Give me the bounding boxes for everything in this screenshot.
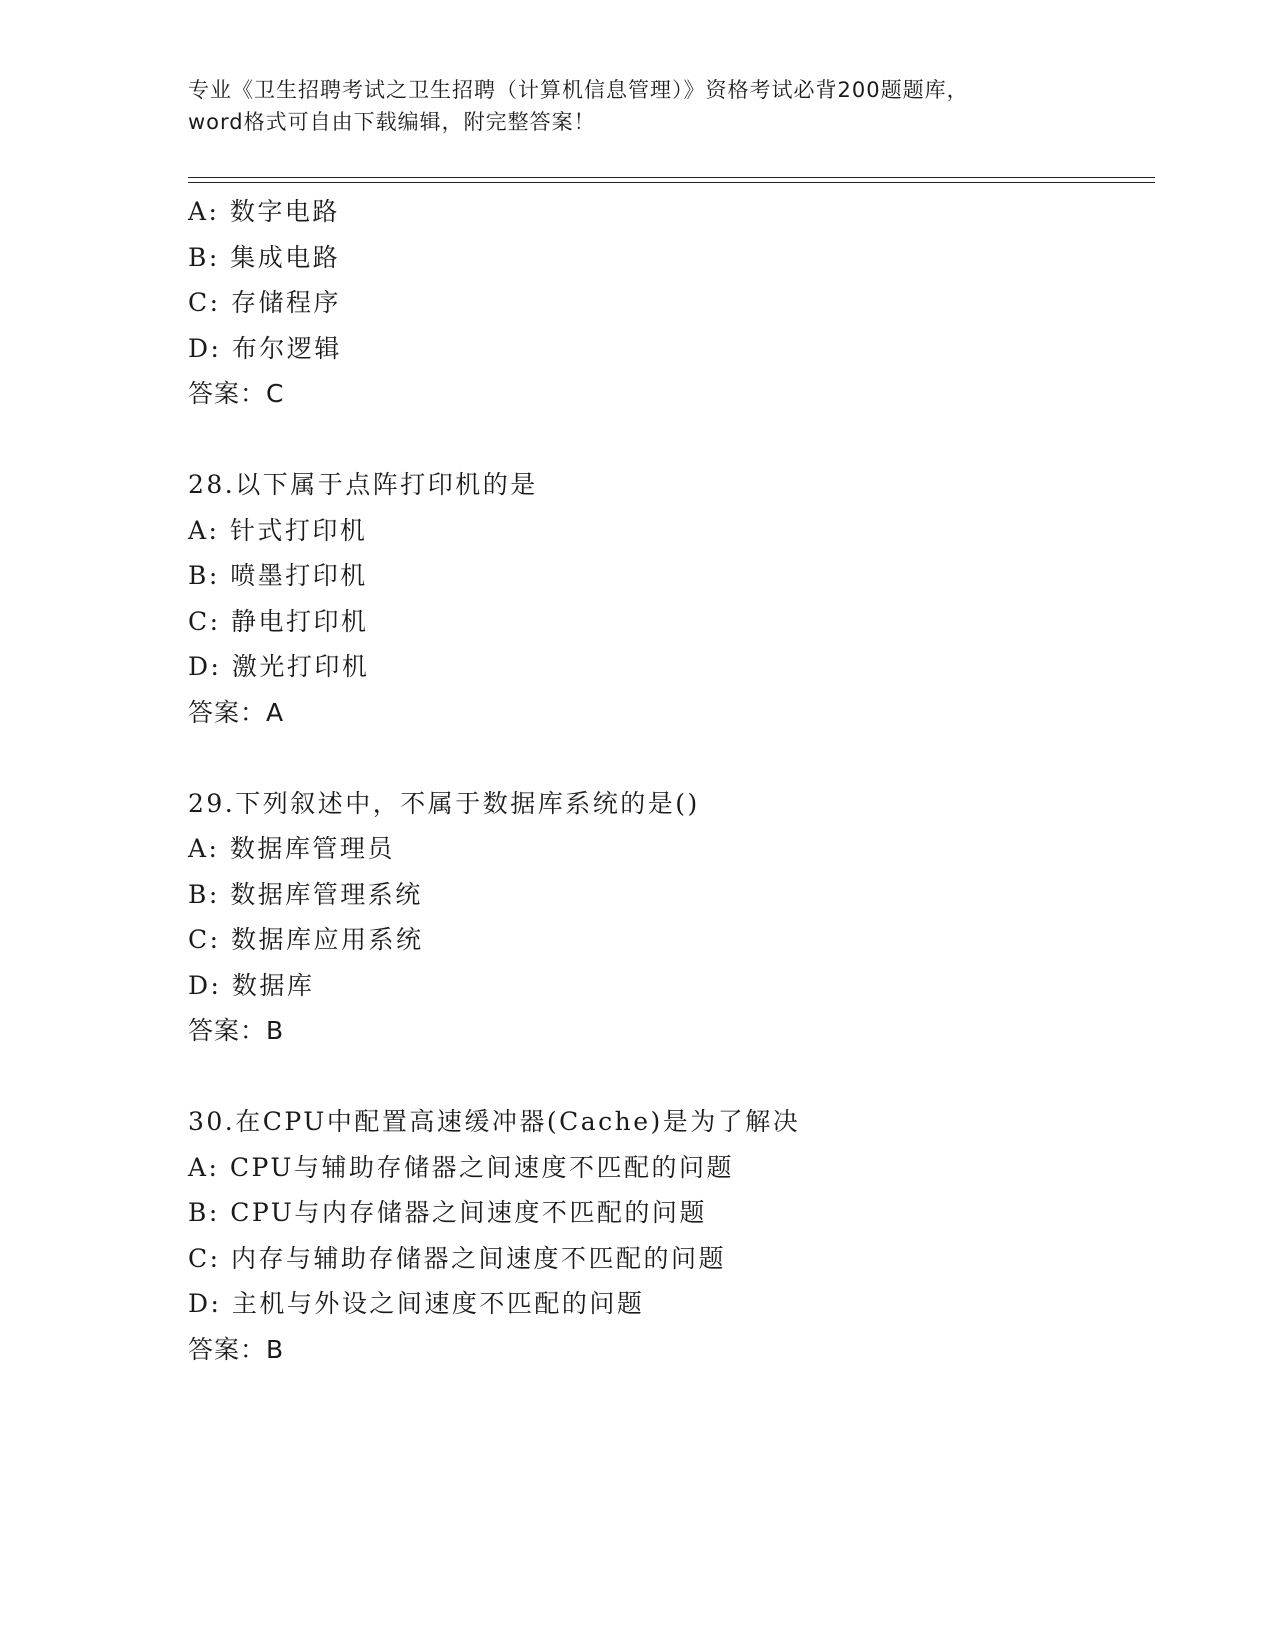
header-line-1: 专业《卫生招聘考试之卫生招聘（计算机信息管理）》资格考试必背200题题库， — [188, 78, 969, 102]
answer-line: 答案：C — [188, 379, 285, 408]
option-d: D: 主机与外设之间速度不匹配的问题 — [188, 1289, 645, 1318]
answer-line: 答案：A — [188, 697, 285, 727]
answer-line: 答案：B — [188, 1334, 285, 1364]
option-c: C: 内存与辅助存储器之间速度不匹配的问题 — [188, 1243, 726, 1273]
option-b: B: 数据库管理系统 — [188, 879, 423, 909]
option-c: C: 存储程序 — [188, 288, 341, 317]
question-text: 28.以下属于点阵打印机的是 — [188, 470, 538, 499]
spacer — [188, 417, 1148, 463]
question-30-block — [188, 1099, 1148, 1372]
option-a: A: 数据库管理员 — [188, 834, 395, 863]
question-29-block — [188, 781, 1148, 1054]
question-text: 30.在CPU中配置高速缓冲器(Cache)是为了解决 — [188, 1107, 801, 1136]
option-d: D: 数据库 — [188, 970, 315, 1000]
question-text: 29.下列叙述中，不属于数据库系统的是() — [188, 788, 700, 818]
question-28-block — [188, 462, 1148, 735]
question-27-block — [188, 189, 1148, 417]
header-divider — [188, 177, 1155, 183]
option-d: D: 布尔逻辑 — [188, 333, 342, 363]
option-b: B: 集成电路 — [188, 242, 341, 272]
option-b: B: CPU与内存储器之间速度不匹配的问题 — [188, 1198, 707, 1227]
option-b: B: 喷墨打印机 — [188, 561, 368, 590]
option-a: A: CPU与辅助存储器之间速度不匹配的问题 — [188, 1152, 735, 1182]
document-header — [188, 74, 1088, 138]
spacer — [188, 735, 1148, 781]
option-d: D: 激光打印机 — [188, 652, 370, 681]
option-a: A: 针式打印机 — [188, 515, 368, 545]
spacer — [188, 1054, 1148, 1100]
header-line-2: word格式可自由下载编辑，附完整答案！ — [188, 110, 596, 134]
option-a: A: 数字电路 — [188, 197, 340, 226]
option-c: C: 静电打印机 — [188, 606, 369, 636]
question-list — [188, 189, 1148, 1372]
answer-line: 答案：B — [188, 1016, 285, 1045]
option-c: C: 数据库应用系统 — [188, 925, 424, 954]
